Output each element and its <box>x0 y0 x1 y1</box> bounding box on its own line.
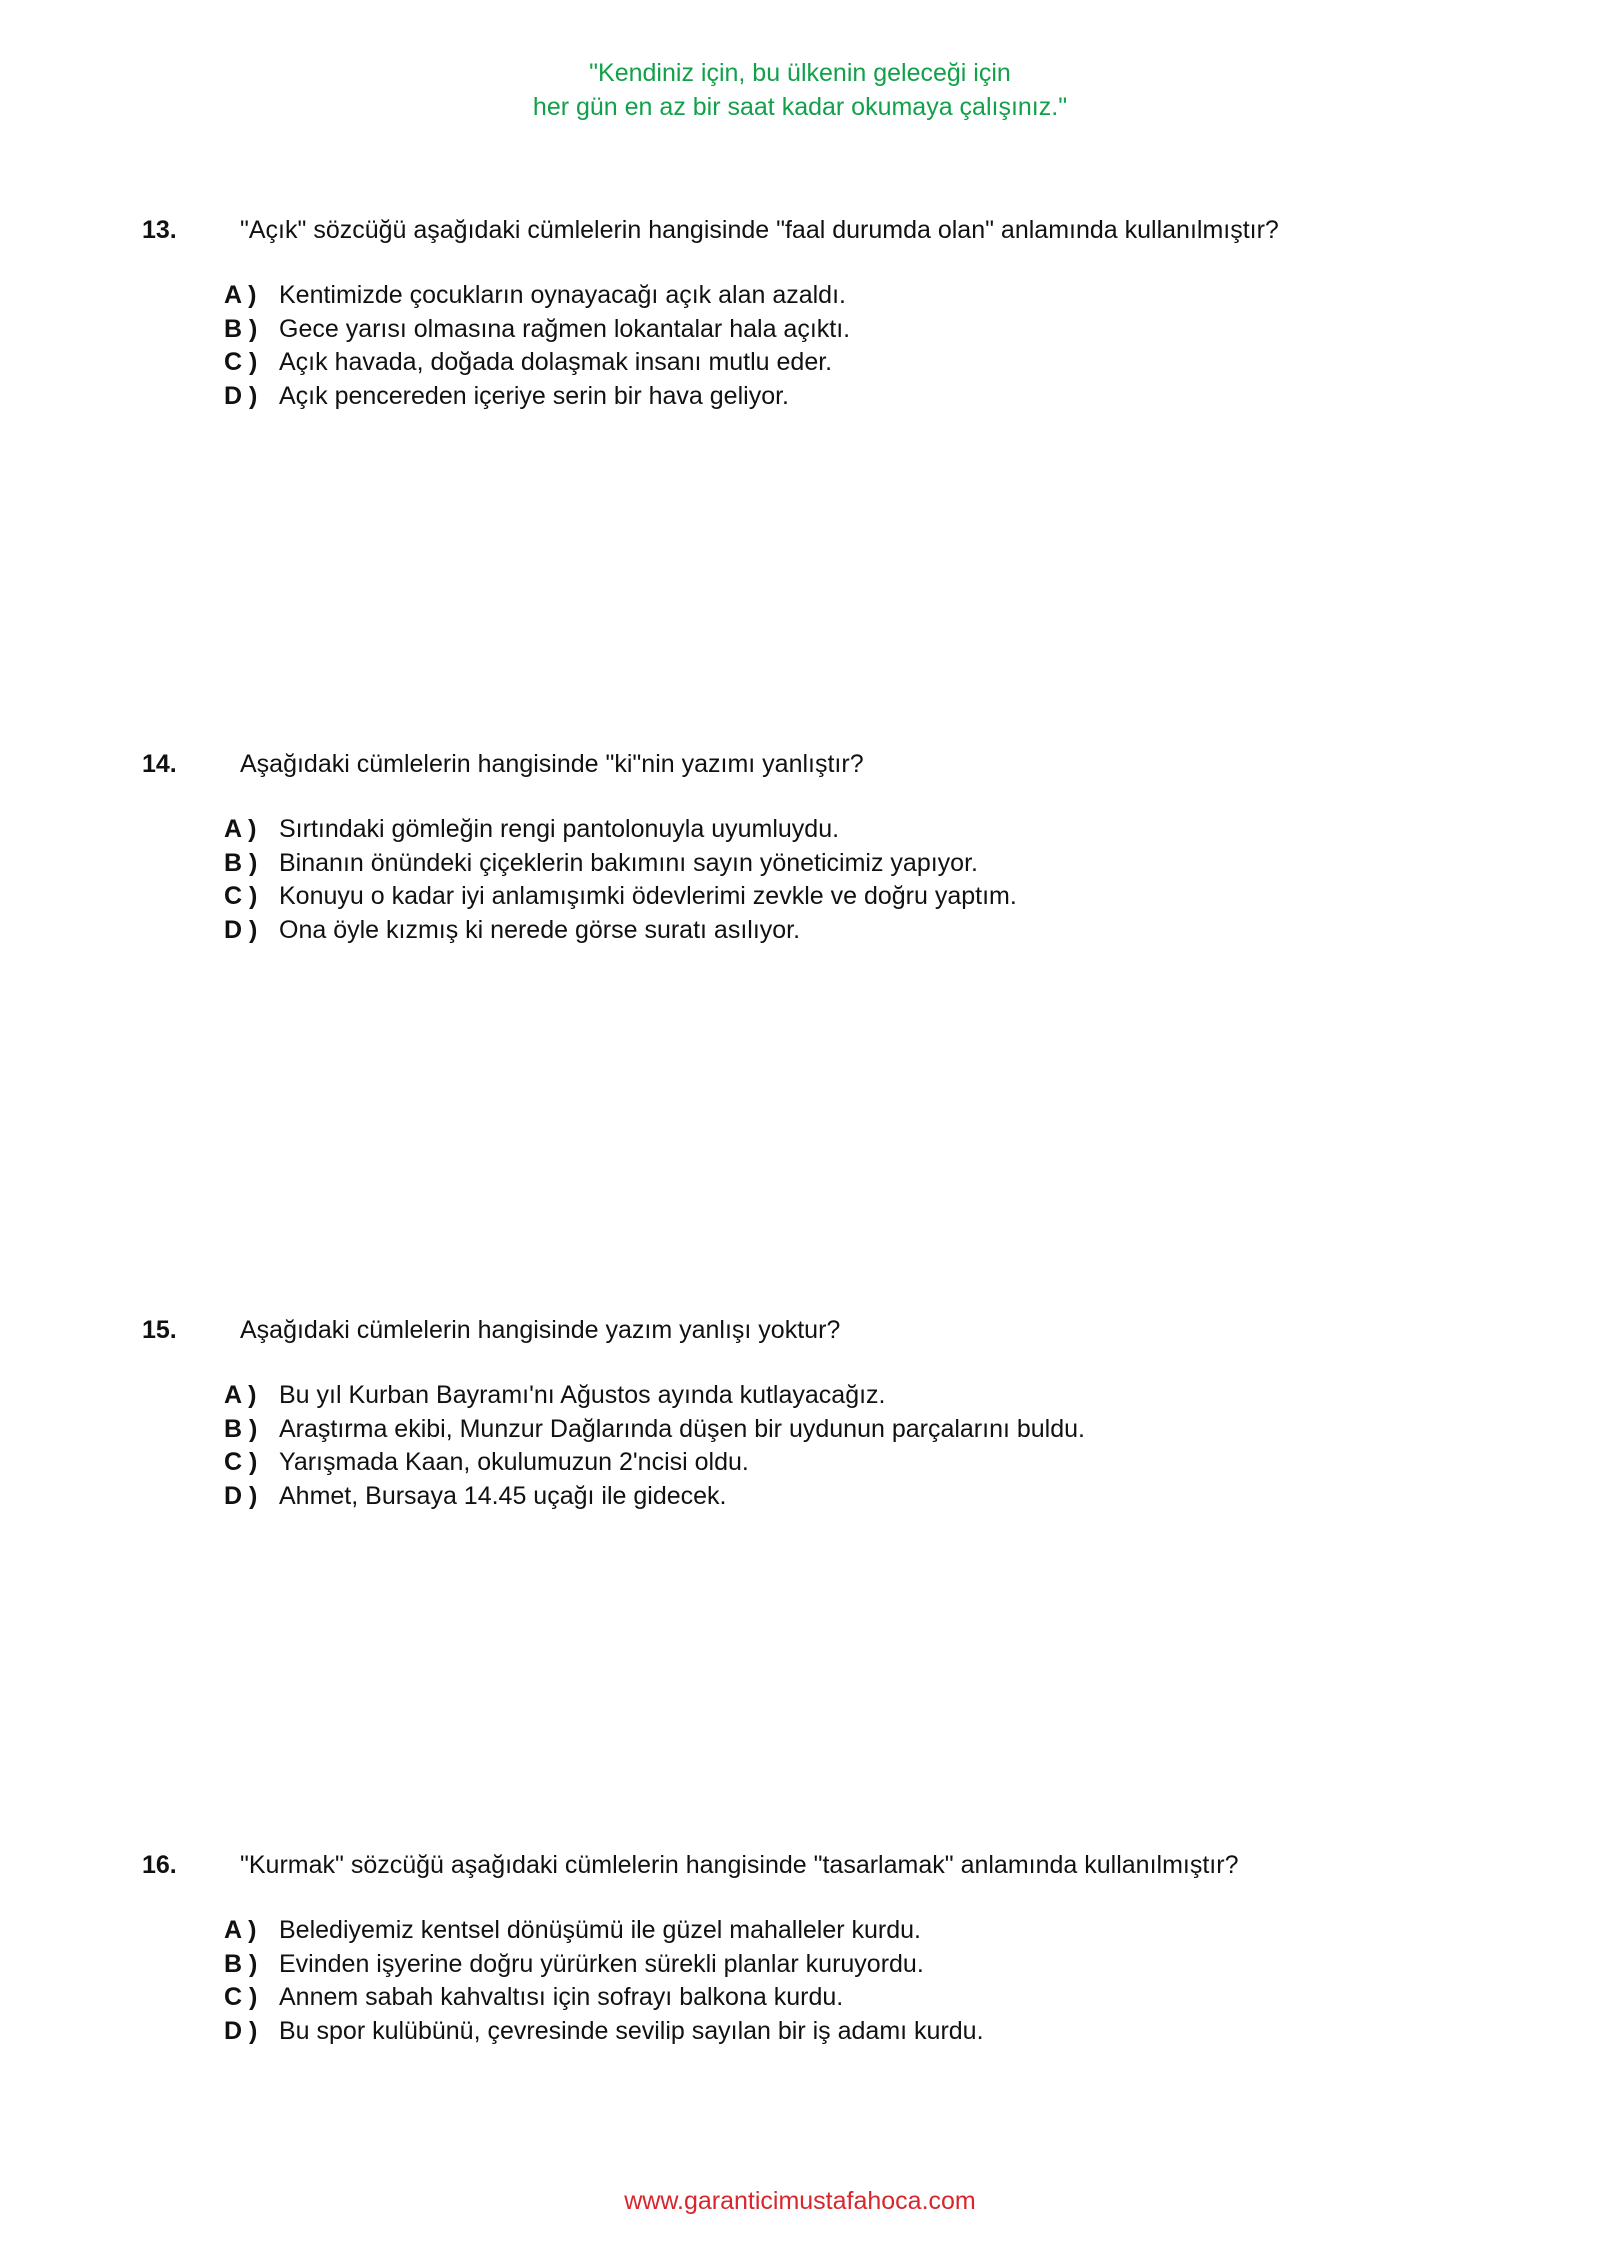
question-text: "Kurmak" sözcüğü aşağıdaki cümlelerin hangisinde "tasarlamak" anlamında kullanılmıştır? <box>240 1851 1239 1879</box>
answer-options <box>0 279 1600 413</box>
question-header <box>0 1848 1600 1882</box>
option-text: Belediyemiz kentsel dönüşümü ile güzel mahalleler kurdu. <box>279 1916 922 1944</box>
option-letter: B ) <box>224 1949 258 1978</box>
option-text: Binanın önündeki çiçeklerin bakımını sayın yöneticimiz yapıyor. <box>279 848 978 877</box>
header-quote <box>0 56 1600 124</box>
question-16 <box>0 1848 1600 2048</box>
option-a <box>0 1914 1600 1948</box>
option-b <box>0 313 1600 347</box>
option-b <box>0 1948 1600 1982</box>
option-text: Sırtındaki gömleğin rengi pantolonuyla uyumluydu. <box>279 815 840 843</box>
option-letter: B ) <box>224 848 258 877</box>
quote-line-1: "Kendiniz için, bu ülkenin geleceği için <box>589 59 1011 87</box>
option-text: Annem sabah kahvaltısı için sofrayı balkona kurdu. <box>279 1983 844 2011</box>
option-letter: A ) <box>224 1916 257 1944</box>
option-text: Bu yıl Kurban Bayramı'nı Ağustos ayında kutlayacağız. <box>279 1381 886 1409</box>
option-text: Bu spor kulübünü, çevresinde sevilip sayılan bir iş adamı kurdu. <box>279 2016 984 2045</box>
option-text: Gece yarısı olmasına rağmen lokantalar hala açıktı. <box>279 314 851 343</box>
option-letter: C ) <box>224 1448 258 1476</box>
quote-line-2: her gün en az bir saat kadar okumaya çalışınız." <box>532 93 1068 121</box>
option-letter: C ) <box>224 882 258 910</box>
option-a <box>0 279 1600 313</box>
question-header <box>0 1313 1600 1347</box>
question-header <box>0 747 1600 781</box>
option-letter: D ) <box>224 2016 258 2045</box>
option-letter: B ) <box>224 314 258 343</box>
answer-options <box>0 1379 1600 1513</box>
option-text: Evinden işyerine doğru yürürken sürekli planlar kuruyordu. <box>279 1949 924 1978</box>
answer-options <box>0 813 1600 947</box>
option-letter: D ) <box>224 1481 258 1510</box>
option-d <box>0 380 1600 414</box>
option-text: Ona öyle kızmış ki nerede görse suratı asılıyor. <box>279 915 801 944</box>
question-13 <box>0 213 1600 413</box>
option-text: Kentimizde çocukların oynayacağı açık alan azaldı. <box>279 281 846 309</box>
question-text: "Açık" sözcüğü aşağıdaki cümlelerin hangisinde "faal durumda olan" anlamında kullanılmıştır? <box>240 216 1279 244</box>
option-text: Açık havada, doğada dolaşmak insanı mutlu eder. <box>279 348 833 376</box>
question-number: 14. <box>142 750 177 778</box>
option-letter: A ) <box>224 281 257 309</box>
option-letter: A ) <box>224 815 257 843</box>
question-text: Aşağıdaki cümlelerin hangisinde "ki"nin yazımı yanlıştır? <box>240 750 864 778</box>
option-letter: D ) <box>224 915 258 944</box>
question-number: 16. <box>142 1851 177 1879</box>
question-text: Aşağıdaki cümlelerin hangisinde yazım yanlışı yoktur? <box>240 1316 841 1344</box>
question-number: 15. <box>142 1316 177 1344</box>
option-letter: A ) <box>224 1381 257 1409</box>
option-c <box>0 880 1600 914</box>
option-c <box>0 346 1600 380</box>
option-c <box>0 1981 1600 2015</box>
option-d <box>0 2015 1600 2049</box>
option-d <box>0 914 1600 948</box>
option-letter: C ) <box>224 1983 258 2011</box>
option-text: Açık pencereden içeriye serin bir hava geliyor. <box>279 381 789 410</box>
option-text: Yarışmada Kaan, okulumuzun 2'ncisi oldu. <box>279 1448 749 1476</box>
option-b <box>0 1413 1600 1447</box>
option-c <box>0 1446 1600 1480</box>
question-14 <box>0 747 1600 947</box>
question-number: 13. <box>142 216 177 244</box>
question-15 <box>0 1313 1600 1513</box>
option-letter: D ) <box>224 381 258 410</box>
option-a <box>0 1379 1600 1413</box>
option-d <box>0 1480 1600 1514</box>
option-b <box>0 847 1600 881</box>
question-header <box>0 213 1600 247</box>
option-text: Ahmet, Bursaya 14.45 uçağı ile gidecek. <box>279 1481 727 1510</box>
option-text: Konuyu o kadar iyi anlamışımki ödevlerimi zevkle ve doğru yaptım. <box>279 882 1017 910</box>
option-letter: C ) <box>224 348 258 376</box>
option-a <box>0 813 1600 847</box>
option-letter: B ) <box>224 1414 258 1443</box>
answer-options <box>0 1914 1600 2048</box>
footer-website-link[interactable]: www.garanticimustafahoca.com <box>624 2187 976 2215</box>
option-text: Araştırma ekibi, Munzur Dağlarında düşen bir uydunun parçalarını buldu. <box>279 1414 1085 1443</box>
